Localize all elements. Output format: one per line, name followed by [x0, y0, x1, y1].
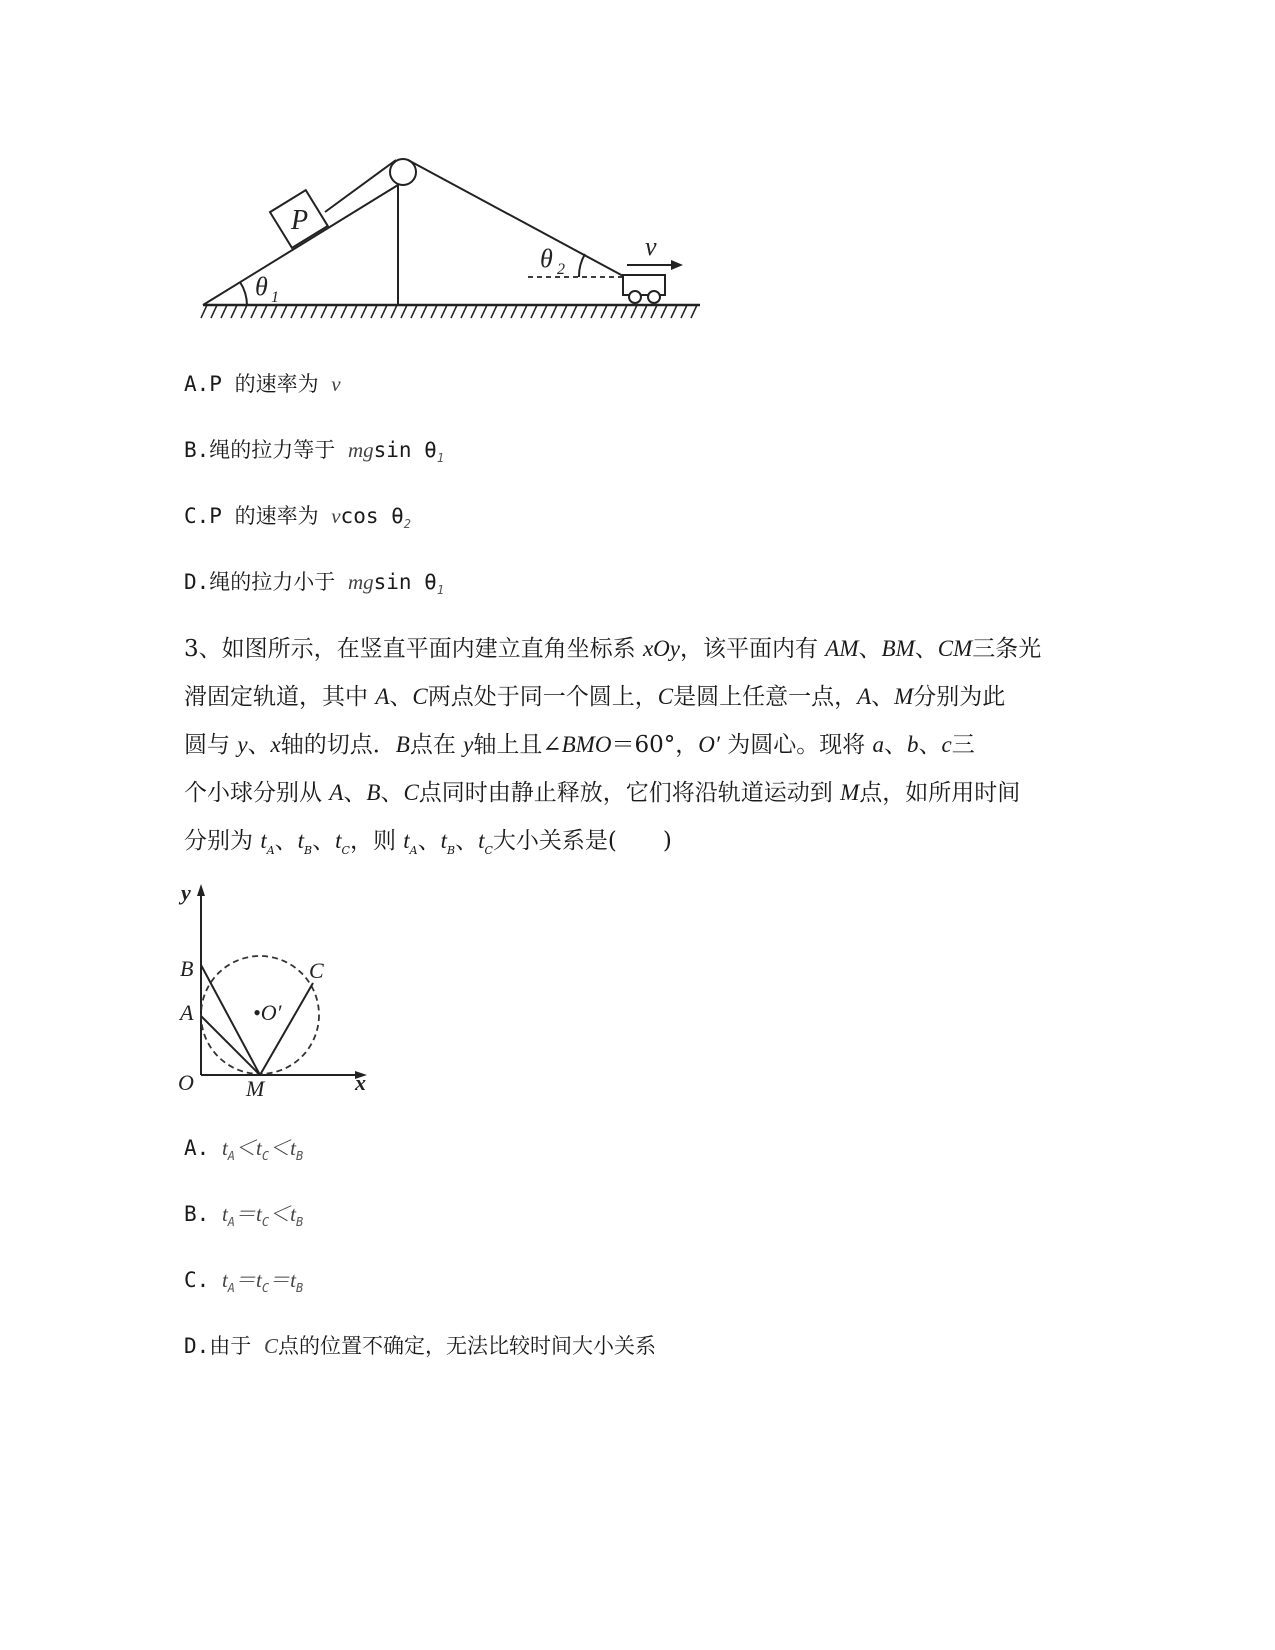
q3-option-c[interactable]: C. $t_A=t_C=t_B$	[184, 1268, 304, 1295]
q3-line-5: 分别为 $t_A$、$t_B$、$t_C$，则 $t_A$、$t_B$、$t_C$大小关系是( )	[184, 828, 672, 857]
q2-option-d[interactable]	[184, 568, 444, 604]
q2-option-b[interactable]	[184, 436, 444, 472]
q3-line-2: 滑固定轨道，其中 A、C两点处于同一个圆上，C是圆上任意一点，A、M分别为此	[184, 684, 1006, 710]
track-cm	[260, 983, 313, 1075]
option-text: D.由于	[184, 1334, 264, 1358]
angle1-arc	[240, 282, 247, 305]
option-symbol: v	[331, 372, 341, 396]
cart-wheel-left	[629, 291, 641, 303]
angle1-label: θ	[255, 272, 268, 301]
point-b-label: B	[180, 956, 194, 981]
block-p-label: P	[291, 205, 309, 236]
option-text: B.绳的拉力等于	[184, 438, 348, 462]
coordinate-circle-figure	[175, 880, 385, 1100]
option-symbol: mg	[347, 570, 374, 594]
velocity-arrow-head	[671, 260, 683, 270]
option-trig: sin θ	[373, 570, 437, 594]
angle2-label: θ	[540, 244, 553, 273]
q3-option-b[interactable]: B. $t_A=t_C<t_B$	[184, 1202, 304, 1229]
incline-pulley-figure	[195, 150, 715, 330]
point-m-label: M	[246, 1076, 265, 1100]
origin-label: O	[178, 1070, 194, 1095]
option-symbol: C	[263, 1334, 278, 1358]
q3-question-text	[184, 625, 1084, 874]
angle2-subscript: 2	[557, 261, 565, 278]
option-subscript: 1	[436, 451, 445, 465]
q2-option-c[interactable]	[184, 502, 411, 538]
center-label: •O′	[253, 1000, 282, 1025]
y-axis-arrow	[197, 884, 205, 896]
x-axis-label: x	[355, 1070, 366, 1095]
velocity-label: v	[645, 232, 657, 261]
angle2-arc	[579, 254, 585, 277]
option-text: C.P 的速率为	[184, 504, 332, 528]
option-text-rest: 点的位置不确定，无法比较时间大小关系	[277, 1334, 656, 1358]
option-text: A.	[184, 1136, 222, 1160]
point-a-label: A	[180, 1000, 194, 1025]
track-bm	[201, 965, 260, 1075]
option-symbol: mg	[347, 438, 374, 462]
option-text: D.绳的拉力小于	[184, 570, 348, 594]
ground-hatching	[201, 305, 697, 318]
option-trig: sin θ	[373, 438, 437, 462]
q3-line-3: 圆与 y、x轴的切点．B点在 y轴上且∠BMO＝60°，O′ 为圆心。现将 a、b、c三	[184, 732, 975, 758]
rope-right	[408, 160, 625, 277]
q2-option-a[interactable]	[184, 370, 341, 398]
option-symbol: v	[331, 504, 341, 528]
option-trig: cos θ	[340, 504, 404, 528]
option-subscript: 1	[436, 583, 445, 597]
rope-left	[325, 160, 396, 212]
option-text: B.	[184, 1202, 222, 1226]
option-text: C.	[184, 1268, 222, 1292]
cart-wheel-right	[648, 291, 660, 303]
point-c-label: C	[309, 958, 324, 983]
q3-option-d[interactable]	[184, 1332, 656, 1360]
angle1-subscript: 1	[271, 289, 279, 306]
q3-line-1: 3、如图所示，在竖直平面内建立直角坐标系 xOy，该平面内有 AM、BM、CM三条光	[184, 636, 1042, 662]
q3-option-a[interactable]: A. $t_A<t_C<t_B$	[184, 1136, 304, 1163]
option-subscript: 2	[403, 517, 411, 531]
y-axis-label: y	[181, 880, 191, 905]
q3-line-4: 个小球分别从 A、B、C点同时由静止释放，它们将沿轨道运动到 M点，如所用时间	[184, 780, 1021, 806]
option-text: A.P 的速率为	[184, 372, 332, 396]
